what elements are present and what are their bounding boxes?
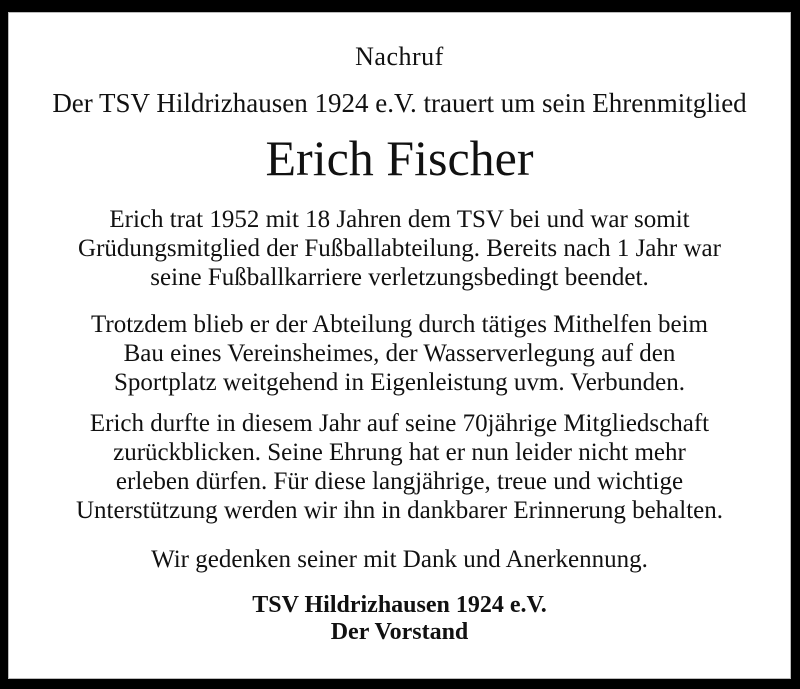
paragraph-line: erleben dürfen. Für diese langjährige, treue und wichtige [115, 468, 684, 495]
paragraph-line: Bau eines Vereinsheimes, der Wasserverlegung auf den [123, 340, 676, 367]
signature-organization: TSV Hildrizhausen 1924 e.V. [252, 592, 547, 618]
notice-type-label: Nachruf [355, 42, 444, 71]
signature-block [8, 592, 791, 646]
paragraph-line: Erich durfte in diesem Jahr auf seine 70jährige Mitgliedschaft [89, 410, 710, 437]
obituary-notice [8, 12, 791, 679]
paragraph-line: Unterstützung werden wir ihn in dankbarer Erinnerung behalten. [75, 497, 723, 524]
deceased-name: Erich Fischer [265, 130, 534, 186]
paragraph-line: Erich trat 1952 mit 18 Jahren dem TSV bei und war somit [109, 206, 690, 233]
closing-line: Wir gedenken seiner mit Dank und Anerkennung. [151, 546, 648, 573]
paragraph-line: zurückblicken. Seine Ehrung hat er nun leider nicht mehr [113, 439, 686, 466]
intro-line: Der TSV Hildrizhausen 1924 e.V. trauert um sein Ehrenmitglied [52, 88, 747, 118]
paragraph-line: seine Fußballkarriere verletzungsbedingt beendet. [150, 264, 649, 291]
signature-role: Der Vorstand [330, 619, 469, 645]
paragraph-line: Sportplatz weitgehend in Eigenleistung uvm. Verbunden. [114, 369, 685, 396]
paragraph-line: Trotzdem blieb er der Abteilung durch tätiges Mithelfen beim [91, 311, 708, 338]
paragraph-anniversary [8, 409, 791, 525]
paragraph-membership [8, 205, 791, 292]
paragraph-contributions [8, 310, 791, 397]
paragraph-line: Grüdungsmitglied der Fußballabteilung. Bereits nach 1 Jahr war [78, 235, 721, 262]
